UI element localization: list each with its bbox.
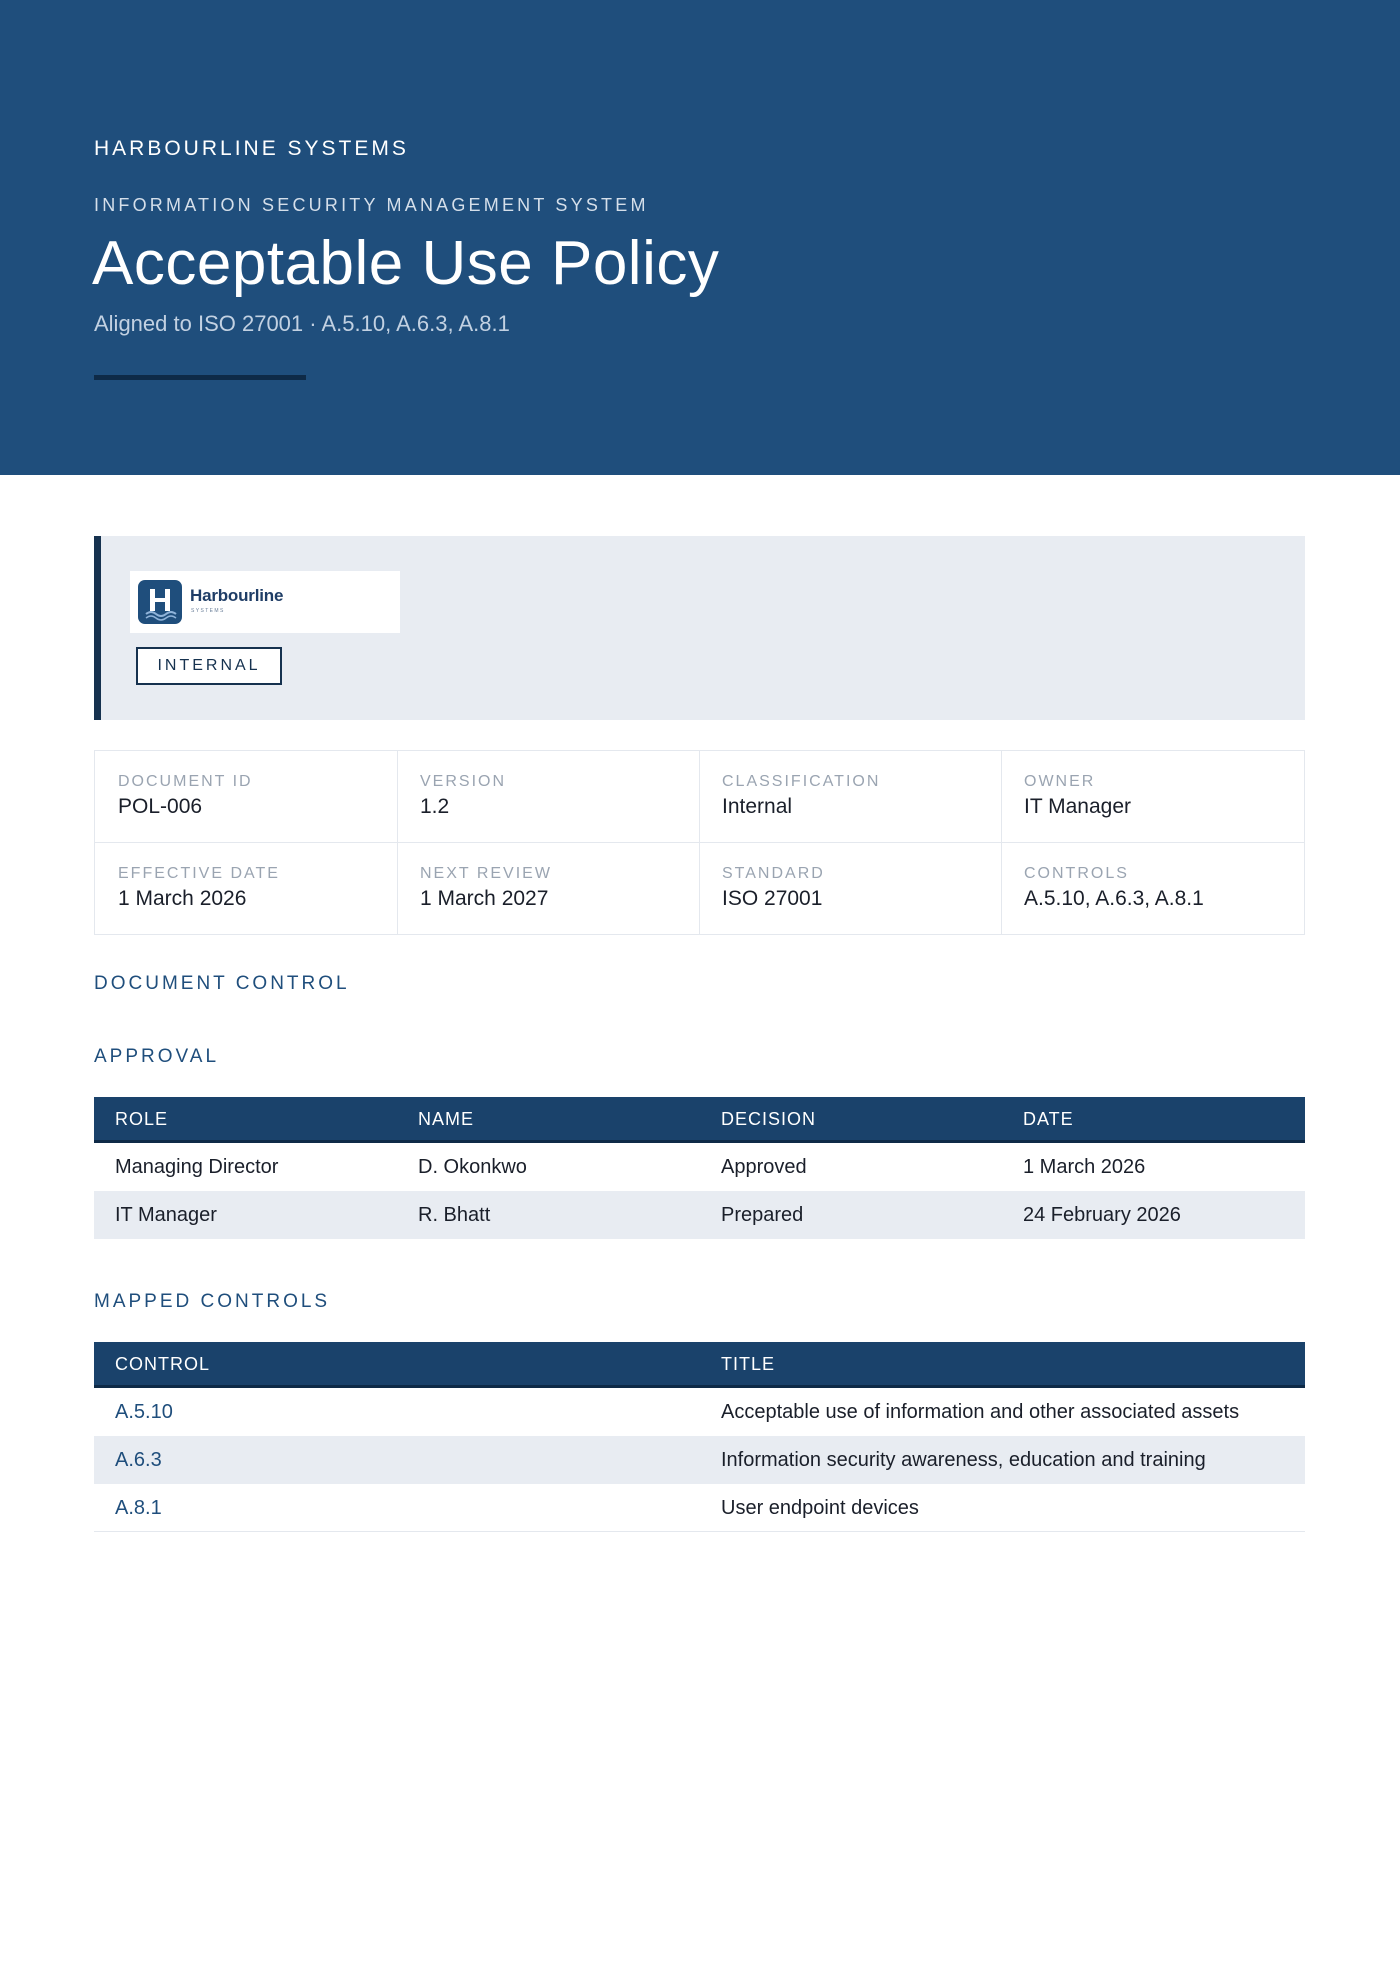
table-header [94,1097,1305,1143]
meta-label: CLASSIFICATION [722,773,881,790]
column-header-name: NAME [418,1109,475,1129]
meta-value: 1 March 2026 [118,887,247,910]
table-row [94,1484,1305,1532]
table-row [94,1436,1305,1484]
table-row [94,1388,1305,1436]
cell-control-id: A.6.3 [115,1449,162,1471]
meta-value: 1.2 [420,795,450,818]
meta-label: CONTROLS [1024,865,1129,882]
cell-date: 1 March 2026 [1023,1156,1146,1178]
meta-label: EFFECTIVE DATE [118,865,280,882]
meta-label: VERSION [420,773,507,790]
cell-control-title: User endpoint devices [721,1497,919,1519]
meta-label: OWNER [1024,773,1096,790]
section-heading-mapped-controls: MAPPED CONTROLS [94,1291,331,1312]
column-header-role: ROLE [115,1109,169,1129]
table-row [94,1143,1305,1191]
meta-controls [1001,843,1304,935]
logo-wordmark: Harbourline [190,586,284,605]
cell-decision: Prepared [721,1204,804,1226]
classification-badge: INTERNAL [136,647,282,685]
title-underline [94,375,306,380]
mapped-controls-table [94,1342,1305,1532]
cell-control-id: A.5.10 [115,1401,173,1423]
page-subtitle: Aligned to ISO 27001 · A.5.10, A.6.3, A.8.1 [94,311,510,336]
cell-name: D. Okonkwo [418,1156,527,1178]
column-header-date: DATE [1023,1109,1074,1129]
meta-version [397,751,700,843]
system-name: INFORMATION SECURITY MANAGEMENT SYSTEM [94,195,649,215]
meta-owner [1001,751,1304,843]
page-title: Acceptable Use Policy [92,229,720,298]
meta-label: STANDARD [722,865,825,882]
cell-control-id: A.8.1 [115,1497,162,1519]
section-heading-document-control: DOCUMENT CONTROL [94,973,350,994]
table-header [94,1342,1305,1388]
table-row [94,1191,1305,1239]
cell-control-title: Information security awareness, education and training [721,1449,1206,1471]
cell-decision: Approved [721,1156,807,1178]
meta-classification [699,751,1002,843]
meta-value: 1 March 2027 [420,887,549,910]
cell-name: R. Bhatt [418,1204,491,1226]
meta-standard [699,843,1002,935]
meta-value: POL-006 [118,795,203,818]
approval-table [94,1097,1305,1239]
company-name: HARBOURLINE SYSTEMS [94,137,409,160]
meta-label: NEXT REVIEW [420,865,552,882]
column-header-decision: DECISION [721,1109,817,1129]
cell-date: 24 February 2026 [1023,1204,1181,1226]
meta-next-review [397,843,700,935]
harbourline-logo-icon [138,580,182,624]
meta-document-id [95,751,398,843]
meta-value: A.5.10, A.6.3, A.8.1 [1024,887,1204,910]
meta-label: DOCUMENT ID [118,773,253,790]
cell-role: Managing Director [115,1156,279,1178]
metadata-grid [94,750,1305,935]
meta-effective-date [95,843,398,935]
cell-control-title: Acceptable use of information and other associated assets [721,1401,1240,1423]
column-header-control: CONTROL [115,1354,211,1374]
section-heading-approval: APPROVAL [94,1046,220,1067]
meta-value: Internal [722,795,793,818]
header-banner [0,0,1400,475]
logo-tagline: SYSTEMS [191,608,225,614]
cell-role: IT Manager [115,1204,217,1226]
meta-value: IT Manager [1024,795,1131,818]
meta-value: ISO 27001 [722,887,823,910]
column-header-title: TITLE [721,1354,776,1374]
